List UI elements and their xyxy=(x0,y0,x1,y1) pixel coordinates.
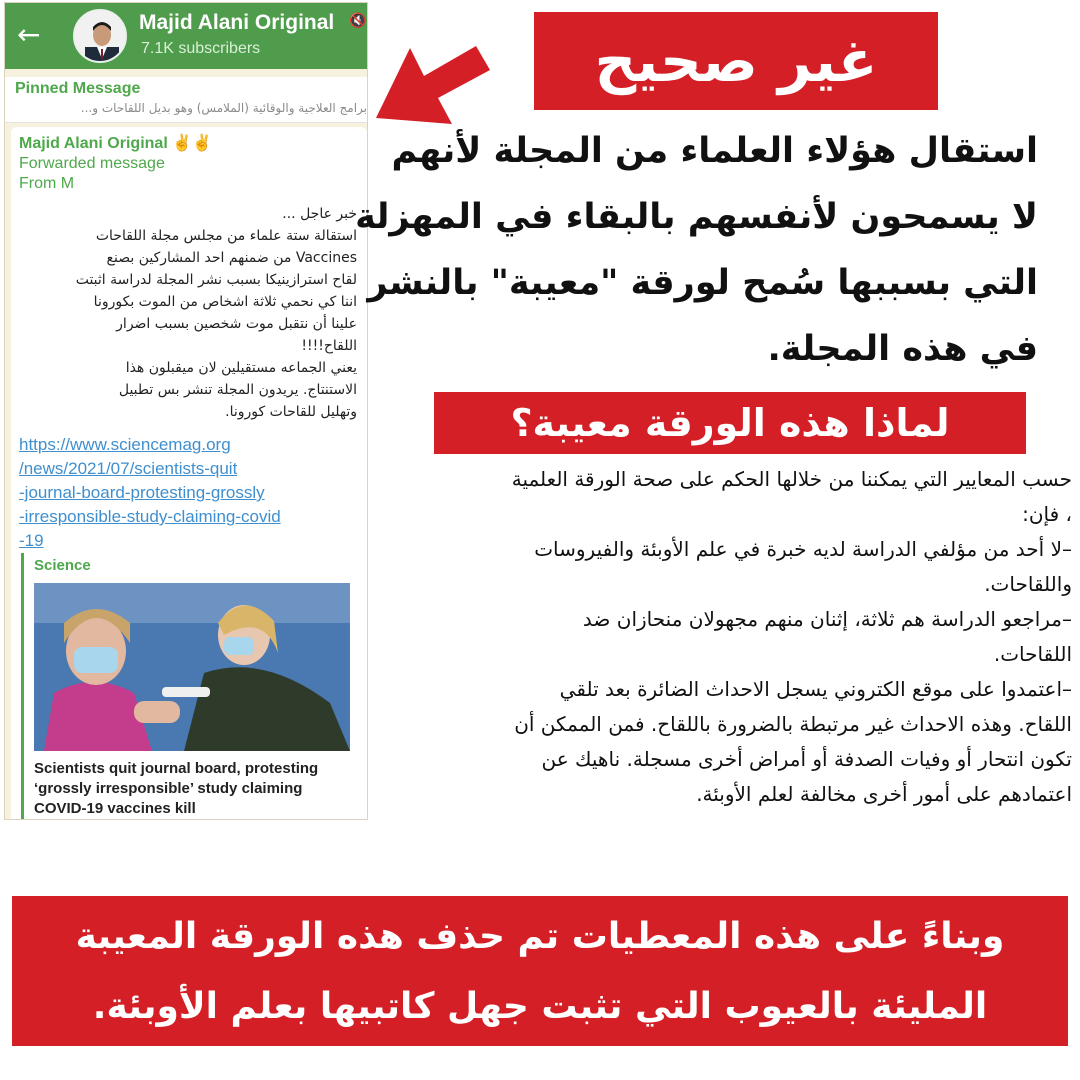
analysis-line: ، فإن: xyxy=(1022,502,1072,526)
message-line: الاستنتاج. يريدون المجلة تنشر بس تطبيل xyxy=(118,382,357,398)
analysis-line: تكون انتحار أو وفيات الصدفة أو أمراض أخرى مسجلة. ناهيك عن xyxy=(541,747,1072,771)
verdict-line: المليئة بالعيوب التي تثبت جهل كاتبيها بعلم الأوبئة. xyxy=(92,986,988,1027)
link-line[interactable]: -19 xyxy=(19,531,44,550)
forwarded-from[interactable]: From M xyxy=(19,175,75,192)
analysis-line: –مراجعو الدراسة هم ثلاثة، إثنان منهم مجهولان منحازان ضد xyxy=(582,607,1072,631)
caption-line: COVID-19 vaccines kill xyxy=(34,800,196,817)
subscriber-count: 7.1K subscribers xyxy=(141,40,261,57)
message-body xyxy=(21,203,357,423)
avatar[interactable] xyxy=(73,9,127,63)
analysis-line: –اعتمدوا على موقع الكتروني يسجل الاحداث الضائرة بعد تلقي xyxy=(559,677,1072,701)
link-line[interactable]: /news/2021/07/scientists-quit xyxy=(19,459,238,478)
verdict-banner xyxy=(12,896,1068,1046)
analysis-text xyxy=(364,462,1072,812)
back-arrow-icon[interactable]: ← xyxy=(17,18,41,51)
message-line: خبر عاجل ... xyxy=(282,206,357,222)
link-line[interactable]: -journal-board-protesting-grossly xyxy=(19,483,265,502)
message-line: Vaccines من ضمنهم احد المشاركين بصنع xyxy=(106,250,357,266)
link-line[interactable]: -irresponsible-study-claiming-covid xyxy=(19,507,281,526)
mute-icon: 🔇 xyxy=(349,13,367,29)
pinned-text: برامج العلاجية والوقائية (الملامس) وهو بديل اللقاحات و... xyxy=(80,101,367,115)
preview-site-name: Science xyxy=(34,557,91,574)
pinned-message-bar[interactable] xyxy=(5,77,368,123)
message-line: اللقاح!!!! xyxy=(301,338,357,354)
message-line: استقالة ستة علماء من مجلس مجلة اللقاحات xyxy=(95,228,357,244)
link-line[interactable]: https://www.sciencemag.org xyxy=(19,435,231,454)
analysis-line: اللقاحات. xyxy=(993,642,1072,666)
claim-line: التي بسببها سُمح لورقة "معيبة" بالنشر xyxy=(367,263,1038,303)
forwarded-label: Forwarded message xyxy=(19,155,165,172)
analysis-line: –لا أحد من مؤلفي الدراسة لديه خبرة في علم الأوبئة والفيروسات xyxy=(534,537,1072,561)
message-line: علينا أن نتقبل موت شخصين بسبب اضرار xyxy=(116,316,357,332)
claim-text xyxy=(355,118,1038,382)
telegram-screenshot xyxy=(4,2,368,820)
analysis-line: واللقاحات. xyxy=(984,572,1072,596)
channel-name: Majid Alani Original xyxy=(139,11,335,34)
preview-photo[interactable] xyxy=(34,583,350,751)
claim-line: في هذه المجلة. xyxy=(767,329,1038,369)
analysis-line: حسب المعايير التي يمكننا من خلالها الحكم على صحة الورقة العلمية xyxy=(511,467,1072,491)
preview-caption xyxy=(34,759,354,819)
message-line: يعني الجماعه مستقيلين لان ميقبلون هذا xyxy=(125,360,357,376)
article-link[interactable] xyxy=(19,433,359,553)
message-line: لقاح استرازينيكا بسبب نشر المجلة لدراسة اثبتت xyxy=(75,272,357,288)
message-line: اننا كي نحمي ثلاثة اشخاص من الموت بكورونا xyxy=(93,294,357,310)
message-bubble xyxy=(11,127,367,820)
verdict-line: وبناءً على هذه المعطيات تم حذف هذه الورقة المعيبة xyxy=(75,916,1005,957)
caption-line: ‘grossly irresponsible’ study claiming xyxy=(34,780,303,797)
link-preview[interactable] xyxy=(21,553,359,820)
channel-header xyxy=(5,3,368,69)
why-heading: لماذا هذه الورقة معيبة؟ xyxy=(434,392,1026,454)
pinned-title: Pinned Message xyxy=(15,80,141,97)
claim-line: لا يسمحون لأنفسهم بالبقاء في المهزلة xyxy=(355,197,1038,237)
analysis-line: اللقاح. وهذه الاحداث غير مرتبطة بالضرورة باللقاح. فمن الممكن أن xyxy=(514,712,1072,736)
claim-line: استقال هؤلاء العلماء من المجلة لأنهم xyxy=(391,131,1038,171)
message-sender[interactable]: Majid Alani Original ✌✌ xyxy=(19,135,213,152)
analysis-line: اعتمادهم على أمور أخرى مخالفة لعلم الأوبئة. xyxy=(696,782,1072,806)
caption-line: Scientists quit journal board, protesting xyxy=(34,760,319,777)
message-line: وتهليل للقاحات كورونا. xyxy=(225,404,357,420)
verdict-stamp: غير صحيح xyxy=(534,12,938,110)
